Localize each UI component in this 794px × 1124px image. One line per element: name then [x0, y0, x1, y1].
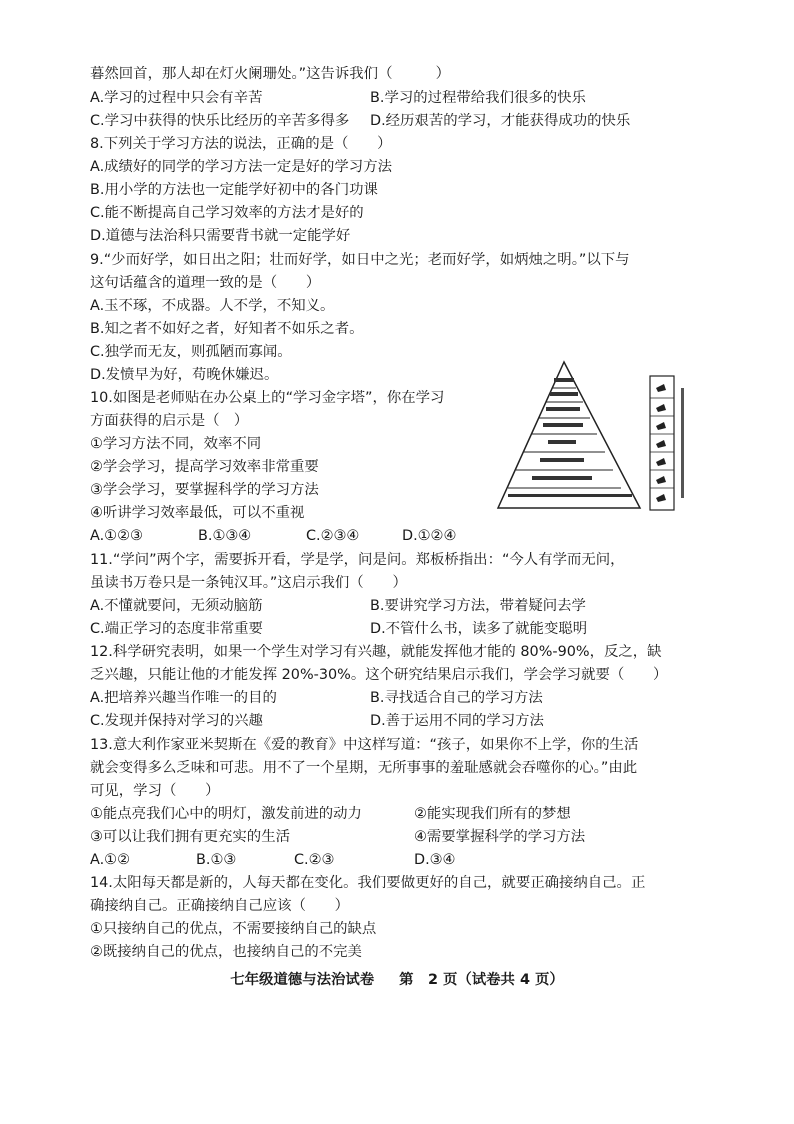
- q10-option-a: A.①②③: [90, 528, 143, 544]
- q12-option-d: D.善于运用不同的学习方法: [370, 713, 544, 729]
- q9-option-d: D.发愤早为好，苟晚休嫌迟。: [90, 367, 279, 383]
- q12-option-c: C.发现并保持对学习的兴趣: [90, 713, 263, 729]
- question-12-stem-2: 乏兴趣，只能让他的才能发挥 20%-30%。这个研究结果启示我们，学会学习就要（ ）: [90, 667, 668, 683]
- q13-statement-1: ①能点亮我们心中的明灯，激发前进的动力: [90, 806, 362, 822]
- q8-option-c: C.能不断提高自己学习效率的方法才是好的: [90, 205, 364, 221]
- q12-option-b: B.寻找适合自己的学习方法: [370, 690, 543, 706]
- q7-option-a: A.学习的过程中只会有辛苦: [90, 90, 263, 106]
- footer-page-number: 第 2 页（试卷共 4 页）: [399, 972, 564, 988]
- q14-statement-2: ②既接纳自己的优点，也接纳自己的不完美: [90, 944, 362, 960]
- q9-option-c: C.独学而无友，则孤陋而寡闻。: [90, 344, 292, 360]
- q10-statement-3: ③学会学习，要掌握科学的学习方法: [90, 482, 319, 498]
- q13-option-d: D.③④: [414, 852, 456, 868]
- question-11-stem-2: 虽读书万卷只是一条钝汉耳。”这启示我们（ ）: [90, 575, 407, 591]
- q14-statement-1: ①只接纳自己的优点，不需要接纳自己的缺点: [90, 921, 377, 937]
- question-13-stem-3: 可见，学习（ ）: [90, 783, 220, 799]
- footer-subject: 七年级道德与法治试卷: [230, 972, 375, 988]
- question-14-stem-2: 确接纳自己。正确接纳自己应该（ ）: [90, 898, 350, 914]
- q13-option-b: B.①③: [196, 852, 237, 868]
- question-9-stem-2: 这句话蕴含的道理一致的是（ ）: [90, 275, 321, 291]
- q11-option-a: A.不懂就要问，无须动脑筋: [90, 598, 263, 614]
- q12-option-a: A.把培养兴趣当作唯一的目的: [90, 690, 277, 706]
- question-14-stem: 14.太阳每天都是新的，人每天都在变化。我们要做更好的自己，就要正确接纳自己。正: [90, 875, 646, 891]
- q10-option-c: C.②③④: [306, 528, 360, 544]
- q8-option-d: D.道德与法治科只需要背书就一定能学好: [90, 228, 351, 244]
- question-13-stem-2: 就会变得多么乏味和可悲。用不了一个星期，无所事事的羞耻感就会吞噬你的心。”由此: [90, 760, 638, 776]
- q10-option-d: D.①②④: [402, 528, 457, 544]
- q13-option-a: A.①②: [90, 852, 130, 868]
- question-10-stem-2: 方面获得的启示是（ ）: [90, 413, 249, 429]
- q13-statement-3: ③可以让我们拥有更充实的生活: [90, 829, 290, 845]
- question-10-stem: 10.如图是老师贴在办公桌上的“学习金字塔”，你在学习: [90, 390, 445, 406]
- q9-option-a: A.玉不琢，不成器。人不学，不知义。: [90, 298, 335, 314]
- q11-option-c: C.端正学习的态度非常重要: [90, 621, 263, 637]
- q10-statement-1: ①学习方法不同，效率不同: [90, 436, 262, 452]
- question-13-stem: 13.意大利作家亚米契斯在《爱的教育》中这样写道：“孩子，如果你不上学，你的生活: [90, 737, 639, 753]
- q7-option-c: C.学习中获得的快乐比经历的辛苦多得多: [90, 113, 350, 129]
- question-9-stem: 9.“少而好学，如日出之阳；壮而好学，如日中之光；老而好学，如炳烛之明。”以下与: [90, 252, 630, 268]
- learning-pyramid-figure: [488, 358, 698, 518]
- q8-option-b: B.用小学的方法也一定能学好初中的各门功课: [90, 182, 378, 198]
- q13-option-c: C.②③: [294, 852, 335, 868]
- q11-option-d: D.不管什么书，读多了就能变聪明: [370, 621, 588, 637]
- q10-statement-4: ④听讲学习效率最低，可以不重视: [90, 505, 305, 521]
- q10-option-b: B.①③④: [198, 528, 252, 544]
- q11-option-b: B.要讲究学习方法，带着疑问去学: [370, 598, 586, 614]
- q13-statement-4: ④需要掌握科学的学习方法: [414, 829, 586, 845]
- question-8-stem: 8.下列关于学习方法的说法，正确的是（ ）: [90, 136, 392, 152]
- q8-option-a: A.成绩好的同学的学习方法一定是好的学习方法: [90, 159, 392, 175]
- q7-option-b: B.学习的过程带给我们很多的快乐: [370, 90, 586, 106]
- q9-option-b: B.知之者不如好之者，好知者不如乐之者。: [90, 321, 364, 337]
- question-11-stem: 11.“学问”两个字，需要拆开看，学是学，问是问。郑板桥指出：“今人有学而无问，: [90, 552, 625, 568]
- question-7-stem-end: 暮然回首，那人却在灯火阑珊处。”这告诉我们（ ）: [90, 66, 451, 82]
- page-footer: [0, 968, 794, 989]
- pyramid-drawing: [488, 358, 698, 518]
- q7-option-d: D.经历艰苦的学习，才能获得成功的快乐: [370, 113, 631, 129]
- question-12-stem: 12.科学研究表明，如果一个学生对学习有兴趣，就能发挥他才能的 80%-90%，反之，缺: [90, 644, 662, 660]
- q13-statement-2: ②能实现我们所有的梦想: [414, 806, 571, 822]
- q10-statement-2: ②学会学习，提高学习效率非常重要: [90, 459, 319, 475]
